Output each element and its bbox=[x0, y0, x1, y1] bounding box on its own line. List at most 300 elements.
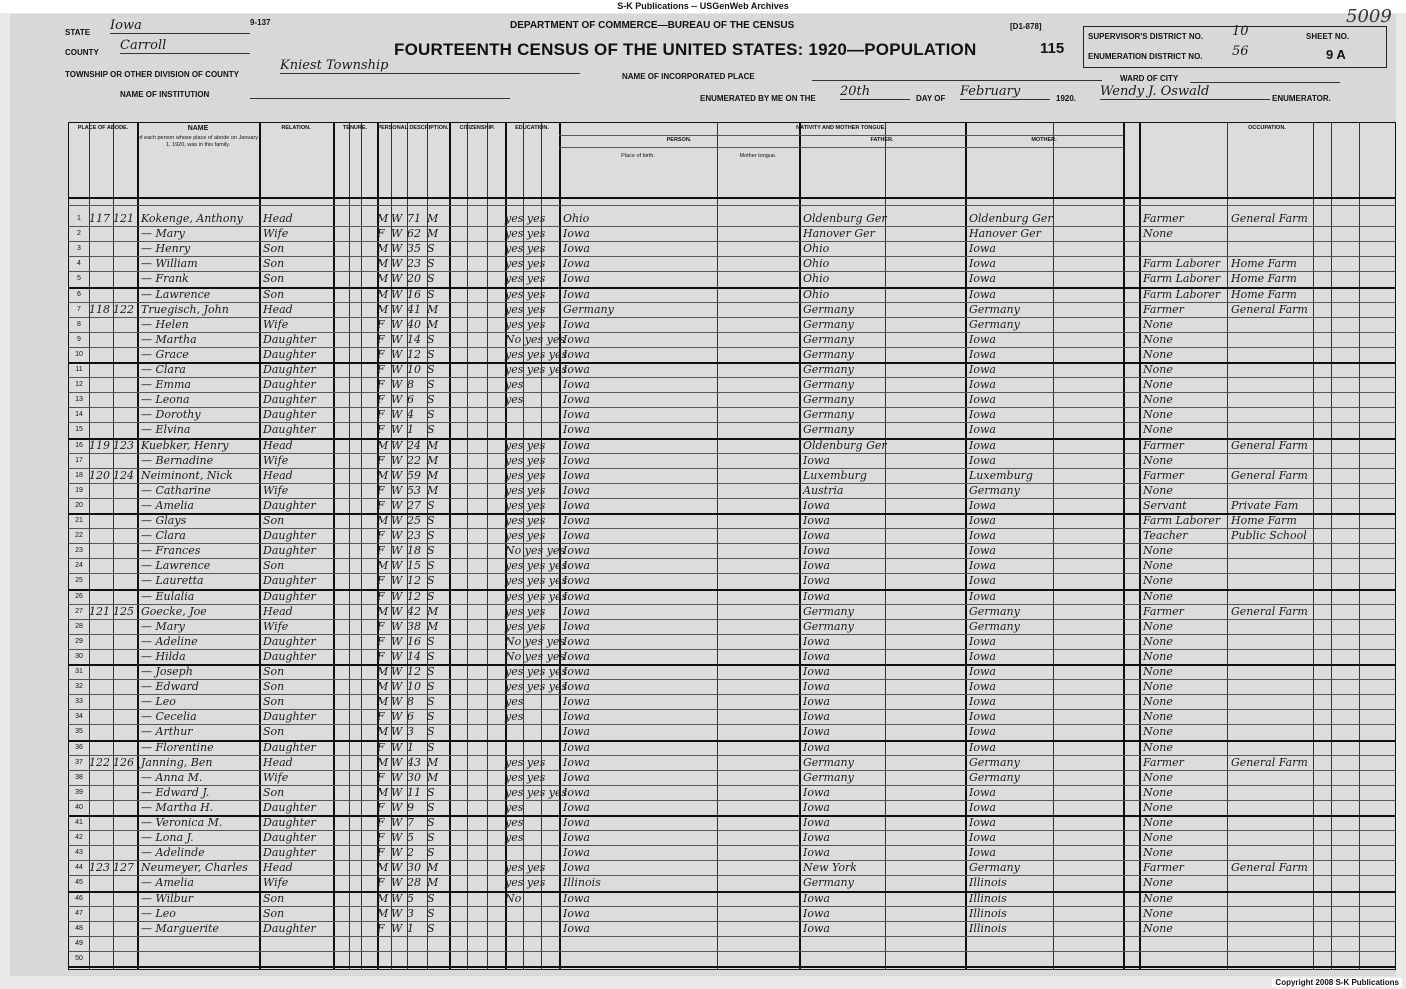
education: yes bbox=[505, 695, 524, 709]
education: yes bbox=[505, 378, 524, 392]
form-ref: [D1-878] bbox=[1010, 22, 1042, 31]
relation: Daughter bbox=[263, 574, 316, 588]
education: yes bbox=[505, 831, 524, 845]
sex: F bbox=[377, 498, 385, 512]
county-label: COUNTY bbox=[65, 48, 99, 57]
birth-place: Iowa bbox=[563, 453, 590, 467]
person-name: — Arthur bbox=[141, 725, 193, 739]
birth-place: Iowa bbox=[563, 649, 590, 663]
occupation: Farmer bbox=[1143, 755, 1184, 769]
sex: M bbox=[377, 242, 389, 256]
relation: Son bbox=[263, 725, 285, 739]
race: W bbox=[391, 453, 403, 467]
occupation: None bbox=[1143, 559, 1173, 573]
marital-status: S bbox=[427, 332, 435, 346]
birth-place-header: Place of birth. bbox=[621, 153, 655, 159]
education: yes bbox=[505, 800, 524, 814]
sex: F bbox=[377, 921, 385, 935]
person-name: — Bernadine bbox=[141, 453, 214, 467]
father-birth-place: Germany bbox=[803, 332, 854, 346]
relation: Wife bbox=[263, 876, 289, 890]
subheader-person: PERSON. bbox=[666, 137, 692, 143]
age: 16 bbox=[407, 287, 421, 301]
person-name: — Anna M. bbox=[141, 770, 203, 784]
row-number: 20 bbox=[75, 501, 83, 509]
father-birth-place: Germany bbox=[803, 378, 854, 392]
sex: M bbox=[377, 604, 389, 618]
sex: M bbox=[377, 212, 389, 225]
person-name: Neiminont, Nick bbox=[141, 468, 233, 482]
sex: F bbox=[377, 619, 385, 633]
relation: Daughter bbox=[263, 634, 316, 648]
subheader-father: FATHER. bbox=[870, 137, 894, 143]
archive-banner: S-K Publications -- USGenWeb Archives bbox=[0, 0, 1406, 13]
education: yes yes bbox=[505, 302, 546, 316]
marital-status: S bbox=[427, 665, 435, 678]
occupation: None bbox=[1143, 816, 1173, 829]
marital-status: M bbox=[427, 755, 439, 769]
relation: Head bbox=[263, 604, 293, 618]
father-birth-place: Iowa bbox=[803, 800, 830, 814]
father-birth-place: Iowa bbox=[803, 589, 830, 603]
relation: Wife bbox=[263, 770, 289, 784]
mother-birth-place: Iowa bbox=[969, 272, 996, 286]
education: No yes yes bbox=[505, 332, 565, 346]
age: 1 bbox=[407, 423, 414, 437]
relation: Head bbox=[263, 861, 293, 875]
row-divider bbox=[69, 936, 1395, 937]
sex: F bbox=[377, 710, 385, 724]
birth-place: Iowa bbox=[563, 740, 590, 754]
row-number: 38 bbox=[75, 773, 83, 781]
marital-status: M bbox=[427, 770, 439, 784]
age: 9 bbox=[407, 800, 414, 814]
row-number: 30 bbox=[75, 652, 83, 660]
birth-place: Iowa bbox=[563, 317, 590, 331]
row-number: 40 bbox=[75, 803, 83, 811]
age: 71 bbox=[407, 212, 421, 225]
relation: Daughter bbox=[263, 423, 316, 437]
occupation: None bbox=[1143, 589, 1173, 603]
occupation: None bbox=[1143, 876, 1173, 890]
person-name: — Mary bbox=[141, 619, 185, 633]
row-number: 43 bbox=[75, 849, 83, 857]
enumeration-month: February bbox=[960, 84, 1050, 100]
father-birth-place: Germany bbox=[803, 302, 854, 316]
relation: Son bbox=[263, 257, 285, 271]
relation: Son bbox=[263, 559, 285, 573]
occupation: None bbox=[1143, 453, 1173, 467]
age: 12 bbox=[407, 574, 421, 588]
age: 18 bbox=[407, 544, 421, 558]
row-number: 9 bbox=[77, 335, 81, 343]
row-number: 11 bbox=[75, 366, 83, 373]
person-name: — Glays bbox=[141, 514, 187, 527]
sex: M bbox=[377, 438, 389, 452]
mother-birth-place: Luxemburg bbox=[969, 468, 1033, 482]
sex: F bbox=[377, 770, 385, 784]
supervisor-district-label: SUPERVISOR'S DISTRICT NO. bbox=[1088, 32, 1204, 41]
relation: Head bbox=[263, 302, 293, 316]
birth-place: Iowa bbox=[563, 227, 590, 241]
mother-birth-place: Illinois bbox=[969, 921, 1007, 935]
industry: Home Farm bbox=[1231, 272, 1297, 286]
marital-status: S bbox=[427, 529, 435, 543]
age: 43 bbox=[407, 755, 421, 769]
family-number: 121 bbox=[113, 212, 134, 225]
sex: M bbox=[377, 559, 389, 573]
institution-label: NAME OF INSTITUTION bbox=[120, 90, 210, 99]
education: yes yes yes bbox=[505, 559, 568, 573]
education: yes yes bbox=[505, 861, 546, 875]
row-number: 47 bbox=[75, 909, 83, 917]
page-stamp: 5009 bbox=[1346, 6, 1392, 27]
mother-birth-place: Germany bbox=[969, 770, 1020, 784]
relation: Daughter bbox=[263, 921, 316, 935]
row-number: 4 bbox=[77, 260, 81, 268]
education: yes yes bbox=[505, 604, 546, 618]
person-name: — Edward bbox=[141, 680, 199, 694]
birth-place: Iowa bbox=[563, 891, 590, 905]
sex: F bbox=[377, 846, 385, 860]
education: yes yes bbox=[505, 272, 546, 286]
person-name: — Lawrence bbox=[141, 287, 211, 301]
birth-place: Iowa bbox=[563, 695, 590, 709]
person-name: — Lawrence bbox=[141, 559, 211, 573]
age: 62 bbox=[407, 227, 421, 241]
father-birth-place: Iowa bbox=[803, 649, 830, 663]
mother-birth-place: Iowa bbox=[969, 257, 996, 271]
occupation: Teacher bbox=[1143, 529, 1188, 543]
occupation: Farm Laborer bbox=[1143, 272, 1221, 286]
person-name: — Catharine bbox=[141, 483, 211, 497]
row-number: 25 bbox=[75, 577, 83, 585]
row-number: 42 bbox=[75, 834, 83, 842]
row-number: 12 bbox=[75, 381, 83, 389]
age: 59 bbox=[407, 468, 421, 482]
mother-birth-place: Iowa bbox=[969, 680, 996, 694]
race: W bbox=[391, 378, 403, 392]
state-value: Iowa bbox=[110, 18, 250, 34]
group-header-citizenship: CITIZENSHIP. bbox=[459, 125, 495, 131]
father-birth-place: Germany bbox=[803, 363, 854, 376]
row-number: 17 bbox=[75, 456, 83, 464]
birth-place: Iowa bbox=[563, 831, 590, 845]
birth-place: Iowa bbox=[563, 755, 590, 769]
row-number: 18 bbox=[75, 471, 83, 479]
mother-birth-place: Iowa bbox=[969, 574, 996, 588]
race: W bbox=[391, 227, 403, 241]
birth-place: Iowa bbox=[563, 272, 590, 286]
race: W bbox=[391, 816, 403, 829]
age: 4 bbox=[407, 408, 414, 422]
birth-place: Iowa bbox=[563, 378, 590, 392]
sex: M bbox=[377, 695, 389, 709]
mother-birth-place: Illinois bbox=[969, 891, 1007, 905]
person-name: Janning, Ben bbox=[141, 755, 213, 769]
race: W bbox=[391, 604, 403, 618]
mother-birth-place: Iowa bbox=[969, 695, 996, 709]
birth-place: Iowa bbox=[563, 529, 590, 543]
name-column-note: of each person whose place of abode on January 1, 1920, was in this family. bbox=[137, 135, 259, 148]
father-birth-place: Iowa bbox=[803, 559, 830, 573]
row-number: 13 bbox=[75, 396, 83, 404]
row-number: 15 bbox=[75, 426, 83, 434]
father-birth-place: Ohio bbox=[803, 272, 830, 286]
marital-status: S bbox=[427, 710, 435, 724]
relation: Son bbox=[263, 272, 285, 286]
marital-status: S bbox=[427, 242, 435, 256]
occupation: Farmer bbox=[1143, 212, 1184, 225]
row-number: 26 bbox=[75, 592, 83, 600]
row-number: 16 bbox=[75, 441, 83, 449]
father-birth-place: Iowa bbox=[803, 710, 830, 724]
age: 42 bbox=[407, 604, 421, 618]
industry: General Farm bbox=[1231, 755, 1308, 769]
mother-birth-place: Iowa bbox=[969, 710, 996, 724]
education: yes yes bbox=[505, 483, 546, 497]
occupation: None bbox=[1143, 634, 1173, 648]
education: yes yes yes bbox=[505, 680, 568, 694]
father-birth-place: Iowa bbox=[803, 665, 830, 678]
dwelling-number: 118 bbox=[89, 302, 110, 316]
age: 8 bbox=[407, 378, 414, 392]
census-title: FOURTEENTH CENSUS OF THE UNITED STATES: 1920—POPULATION bbox=[394, 40, 977, 59]
occupation: Farmer bbox=[1143, 604, 1184, 618]
education: No bbox=[505, 891, 522, 905]
father-birth-place: Iowa bbox=[803, 498, 830, 512]
sex: F bbox=[377, 544, 385, 558]
person-name: — Wilbur bbox=[141, 891, 194, 905]
education: yes yes bbox=[505, 212, 546, 225]
sex: F bbox=[377, 529, 385, 543]
age: 10 bbox=[407, 680, 421, 694]
dwelling-number: 119 bbox=[89, 438, 110, 452]
marital-status: M bbox=[427, 861, 439, 875]
relation: Son bbox=[263, 785, 285, 799]
row-number: 44 bbox=[75, 864, 83, 872]
age: 20 bbox=[407, 272, 421, 286]
relation: Daughter bbox=[263, 332, 316, 346]
row-number: 39 bbox=[75, 788, 83, 796]
occupation: None bbox=[1143, 378, 1173, 392]
father-birth-place: Germany bbox=[803, 755, 854, 769]
sex: M bbox=[377, 755, 389, 769]
person-name: — Lona J. bbox=[141, 831, 194, 845]
father-birth-place: Oldenburg Ger bbox=[803, 212, 887, 225]
occupation: None bbox=[1143, 665, 1173, 678]
form-code: 9-137 bbox=[250, 18, 271, 27]
father-birth-place: Iowa bbox=[803, 891, 830, 905]
occupation: Farm Laborer bbox=[1143, 257, 1221, 271]
father-birth-place: Iowa bbox=[803, 846, 830, 860]
father-birth-place: Ohio bbox=[803, 287, 830, 301]
race: W bbox=[391, 785, 403, 799]
enumeration-year: 1920. bbox=[1056, 94, 1077, 103]
mother-birth-place: Iowa bbox=[969, 514, 996, 527]
father-birth-place: Germany bbox=[803, 876, 854, 890]
marital-status: S bbox=[427, 559, 435, 573]
father-birth-place: Germany bbox=[803, 317, 854, 331]
row-number: 14 bbox=[75, 411, 83, 419]
sheet-value: 9 A bbox=[1326, 47, 1346, 62]
age: 2 bbox=[407, 846, 414, 860]
age: 6 bbox=[407, 710, 414, 724]
race: W bbox=[391, 649, 403, 663]
industry: General Farm bbox=[1231, 438, 1308, 452]
person-name: Kuebker, Henry bbox=[141, 438, 229, 452]
age: 28 bbox=[407, 876, 421, 890]
marital-status: S bbox=[427, 408, 435, 422]
occupation: None bbox=[1143, 785, 1173, 799]
education: yes yes bbox=[505, 619, 546, 633]
race: W bbox=[391, 212, 403, 225]
sex: F bbox=[377, 649, 385, 663]
race: W bbox=[391, 423, 403, 437]
mother-birth-place: Iowa bbox=[969, 800, 996, 814]
father-birth-place: Austria bbox=[803, 483, 844, 497]
marital-status: S bbox=[427, 514, 435, 527]
dwelling-number: 122 bbox=[89, 755, 110, 769]
person-name: — Edward J. bbox=[141, 785, 210, 799]
relation: Son bbox=[263, 514, 285, 527]
age: 16 bbox=[407, 634, 421, 648]
age: 22 bbox=[407, 453, 421, 467]
mother-birth-place: Germany bbox=[969, 483, 1020, 497]
birth-place: Iowa bbox=[563, 921, 590, 935]
mother-birth-place: Germany bbox=[969, 619, 1020, 633]
father-birth-place: Germany bbox=[803, 393, 854, 407]
person-name: Kokenge, Anthony bbox=[141, 212, 243, 225]
occupation: None bbox=[1143, 770, 1173, 784]
father-birth-place: Iowa bbox=[803, 544, 830, 558]
marital-status: S bbox=[427, 649, 435, 663]
sex: M bbox=[377, 302, 389, 316]
relation: Son bbox=[263, 665, 285, 678]
sex: F bbox=[377, 453, 385, 467]
relation: Wife bbox=[263, 317, 289, 331]
education: yes yes bbox=[505, 242, 546, 256]
marital-status: S bbox=[427, 800, 435, 814]
row-number: 24 bbox=[75, 562, 83, 570]
family-number: 127 bbox=[113, 861, 134, 875]
birth-place: Iowa bbox=[563, 287, 590, 301]
mother-birth-place: Iowa bbox=[969, 529, 996, 543]
enumeration-day: 20th bbox=[840, 84, 910, 100]
father-birth-place: Luxemburg bbox=[803, 468, 867, 482]
industry: General Farm bbox=[1231, 212, 1308, 225]
person-name: — Leo bbox=[141, 906, 176, 920]
page-number: 115 bbox=[1040, 40, 1065, 57]
sex: M bbox=[377, 272, 389, 286]
relation: Head bbox=[263, 212, 293, 225]
marital-status: S bbox=[427, 831, 435, 845]
relation: Daughter bbox=[263, 740, 316, 754]
age: 53 bbox=[407, 483, 421, 497]
row-number: 22 bbox=[75, 532, 83, 540]
education: yes yes bbox=[505, 770, 546, 784]
person-name: — Hilda bbox=[141, 649, 186, 663]
father-birth-place: New York bbox=[803, 861, 857, 875]
father-birth-place: Oldenburg Ger bbox=[803, 438, 887, 452]
occupation: None bbox=[1143, 725, 1173, 739]
education: yes yes bbox=[505, 498, 546, 512]
race: W bbox=[391, 710, 403, 724]
marital-status: S bbox=[427, 589, 435, 603]
birth-place: Germany bbox=[563, 302, 614, 316]
row-number: 37 bbox=[75, 758, 83, 766]
row-number: 6 bbox=[77, 290, 81, 298]
age: 8 bbox=[407, 695, 414, 709]
relation: Daughter bbox=[263, 831, 316, 845]
mother-birth-place: Iowa bbox=[969, 816, 996, 829]
sex: F bbox=[377, 347, 385, 361]
education: yes yes bbox=[505, 227, 546, 241]
race: W bbox=[391, 619, 403, 633]
mother-birth-place: Iowa bbox=[969, 725, 996, 739]
mother-birth-place: Oldenburg Ger bbox=[969, 212, 1053, 225]
mother-birth-place: Iowa bbox=[969, 453, 996, 467]
mother-birth-place: Iowa bbox=[969, 393, 996, 407]
group-header-abode: PLACE OF ABODE. bbox=[77, 125, 129, 131]
industry: Public School bbox=[1231, 529, 1307, 543]
mother-birth-place: Iowa bbox=[969, 438, 996, 452]
birth-place: Iowa bbox=[563, 423, 590, 437]
copyright-footer: Copyright 2008 S-K Publications bbox=[1272, 978, 1402, 987]
relation: Son bbox=[263, 680, 285, 694]
sex: M bbox=[377, 680, 389, 694]
relation: Daughter bbox=[263, 363, 316, 376]
education: yes bbox=[505, 816, 524, 829]
mother-birth-place: Iowa bbox=[969, 363, 996, 376]
age: 38 bbox=[407, 619, 421, 633]
age: 12 bbox=[407, 347, 421, 361]
row-number: 46 bbox=[75, 894, 83, 902]
person-name: — Lauretta bbox=[141, 574, 204, 588]
person-name: — Helen bbox=[141, 317, 189, 331]
row-number: 48 bbox=[75, 924, 83, 932]
occupation: None bbox=[1143, 921, 1173, 935]
marital-status: S bbox=[427, 423, 435, 437]
education: yes yes bbox=[505, 453, 546, 467]
relation: Daughter bbox=[263, 816, 316, 829]
race: W bbox=[391, 861, 403, 875]
relation: Daughter bbox=[263, 393, 316, 407]
person-name: — Clara bbox=[141, 529, 186, 543]
age: 15 bbox=[407, 559, 421, 573]
occupation: Farmer bbox=[1143, 302, 1184, 316]
marital-status: S bbox=[427, 906, 435, 920]
person-name: — Martha H. bbox=[141, 800, 214, 814]
marital-status: M bbox=[427, 212, 439, 225]
birth-place: Iowa bbox=[563, 604, 590, 618]
race: W bbox=[391, 589, 403, 603]
father-birth-place: Iowa bbox=[803, 634, 830, 648]
occupation: None bbox=[1143, 332, 1173, 346]
sex: F bbox=[377, 227, 385, 241]
age: 6 bbox=[407, 393, 414, 407]
person-name: — Cecelia bbox=[141, 710, 197, 724]
person-name: — Marguerite bbox=[141, 921, 219, 935]
family-number: 123 bbox=[113, 438, 134, 452]
father-birth-place: Ohio bbox=[803, 242, 830, 256]
relation: Wife bbox=[263, 453, 289, 467]
father-birth-place: Iowa bbox=[803, 740, 830, 754]
person-name: — Joseph bbox=[141, 665, 193, 678]
dwelling-number: 121 bbox=[89, 604, 110, 618]
marital-status: S bbox=[427, 891, 435, 905]
birth-place: Iowa bbox=[563, 498, 590, 512]
